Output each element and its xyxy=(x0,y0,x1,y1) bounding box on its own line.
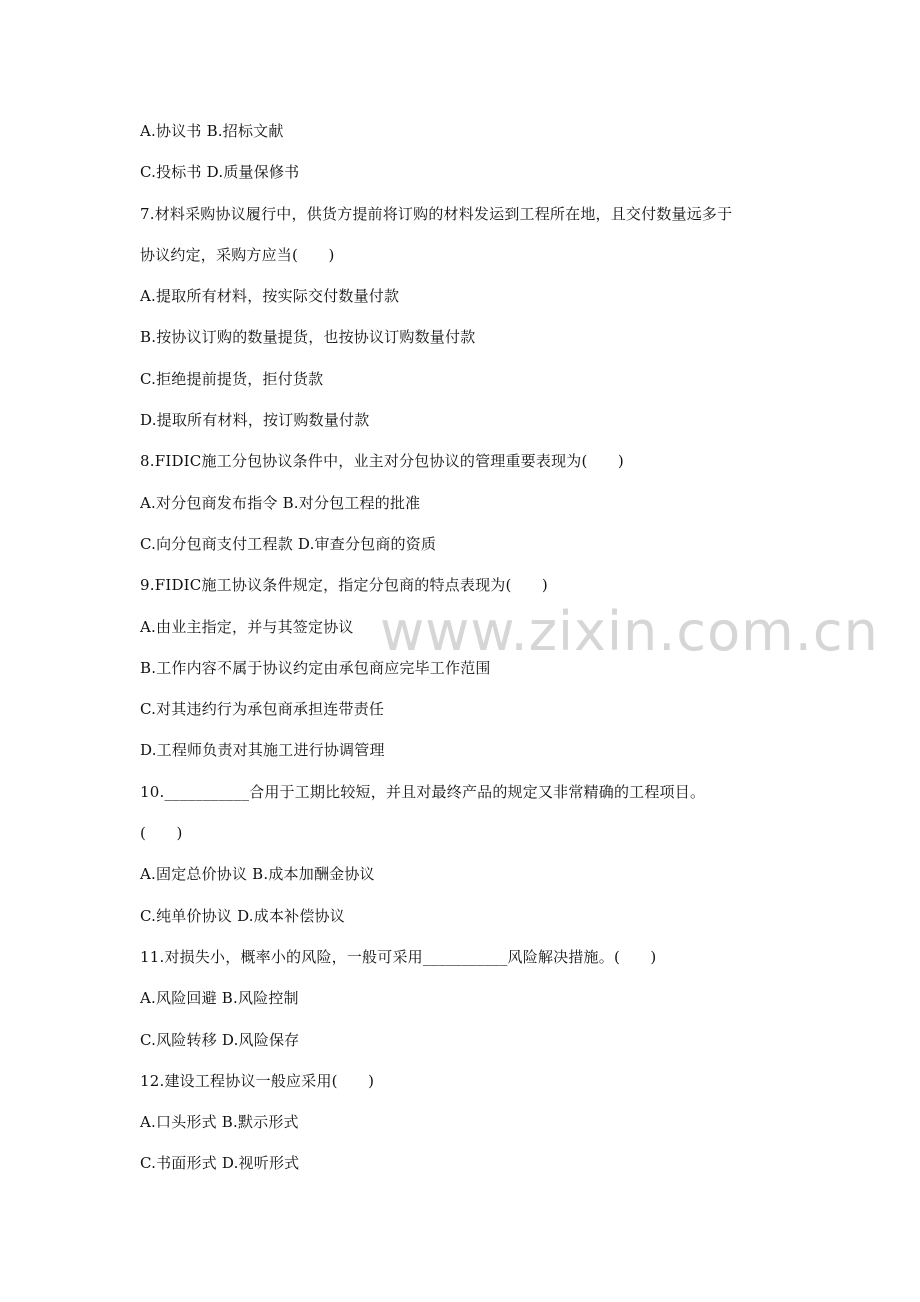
text-line: D.提取所有材料，按订购数量付款 xyxy=(140,411,370,430)
text-line: 9.FIDIC施工协议条件规定，指定分包商的特点表现为( ) xyxy=(140,576,548,595)
text-line: A.由业主指定，并与其签定协议 xyxy=(140,617,354,636)
text-line: A.对分包商发布指令 B.对分包工程的批准 xyxy=(140,493,421,512)
text-line: 8.FIDIC施工分包协议条件中，业主对分包协议的管理重要表现为( ) xyxy=(140,452,624,471)
text-line: 10.___________合用于工期比较短，并且对最终产品的规定又非常精确的工程项目。 xyxy=(140,782,706,801)
text-line: 12.建设工程协议一般应采用( ) xyxy=(140,1071,375,1090)
text-line: C.投标书 D.质量保修书 xyxy=(140,163,300,182)
text-line: C.书面形式 D.视听形式 xyxy=(140,1154,300,1173)
text-line: C.向分包商支付工程款 D.审查分包商的资质 xyxy=(140,534,437,553)
text-line: C.风险转移 D.风险保存 xyxy=(140,1030,300,1049)
text-line: A.风险回避 B.风险控制 xyxy=(140,989,299,1008)
text-line: 11.对损失小，概率小的风险，一般可采用___________风险解决措施。( ) xyxy=(140,947,657,966)
text-line: 协议约定，采购方应当( ) xyxy=(140,245,335,264)
text-line: C.拒绝提前提货，拒付货款 xyxy=(140,369,324,388)
text-line: A.协议书 B.招标文献 xyxy=(140,122,284,140)
question-list xyxy=(140,115,790,1189)
text-line: D.工程师负责对其施工进行协调管理 xyxy=(140,741,385,760)
text-line: C.纯单价协议 D.成本补偿协议 xyxy=(140,906,345,925)
text-line: C.对其违约行为承包商承担连带责任 xyxy=(140,700,385,719)
text-line: A.提取所有材料，按实际交付数量付款 xyxy=(140,287,400,306)
watermark: www.zixin.com.cn xyxy=(380,600,879,663)
text-line: B.工作内容不属于协议约定由承包商应完毕工作范围 xyxy=(140,658,491,677)
text-line: ( ) xyxy=(140,824,183,843)
text-line: A.口头形式 B.默示形式 xyxy=(140,1113,299,1132)
text-line: 7.材料采购协议履行中，供货方提前将订购的材料发运到工程所在地，且交付数量远多于 xyxy=(140,204,733,223)
text-line: A.固定总价协议 B.成本加酬金协议 xyxy=(140,865,375,884)
text-line: B.按协议订购的数量提货，也按协议订购数量付款 xyxy=(140,328,476,347)
